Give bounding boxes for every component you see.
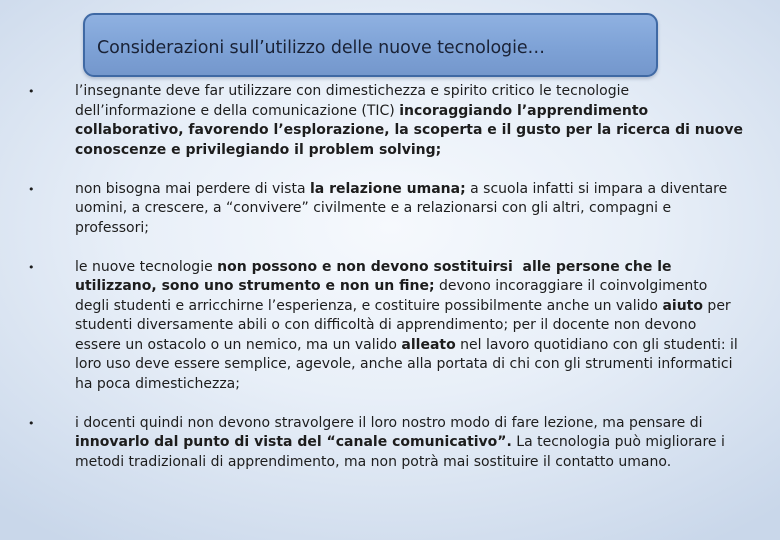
list-item-text [75, 82, 748, 160]
bullet-icon: • [28, 182, 35, 196]
text-segment: La tecnologia può migliorare i metodi tradizionali di apprendimento, ma non potrà mai sostituire il contatto umano. [75, 434, 730, 470]
text-segment: le nuove tecnologie [75, 258, 218, 275]
list-item [25, 258, 745, 395]
text-segment: nel lavoro quotidiano con gli studenti: il loro uso deve essere semplice, agevole, anche alla portata di chi con gli strumenti informatici ha poca dimestichezza; [75, 336, 743, 392]
bullet-icon: • [28, 260, 35, 274]
list-item-text [75, 414, 745, 473]
text-segment-bold: incoraggiando l’apprendimento collaborativo, favorendo l’esplorazione, la scoperta e il gusto per la ricerca di nuove conoscenze e privilegiando il problem solving; [75, 102, 748, 158]
text-segment: l’insegnante deve far utilizzare con dimestichezza e spirito critico le tecnologie dell’informazione e della comunicazione (TIC) [75, 83, 634, 119]
text-segment-bold: aiuto [662, 297, 703, 314]
text-segment-bold: la relazione umana; [309, 180, 466, 197]
text-segment: a scuola infatti si impara a diventare uomini, a crescere, a “convivere” civilmente e a relazionarsi con gli altri, compagni e professori; [75, 180, 732, 236]
text-segment: per studenti diversamente abili o con difficoltà di apprendimento; per il docente non devono essere un ostacolo o un nemico, ma un valido [75, 297, 736, 353]
list-item [25, 82, 748, 160]
title-box [83, 13, 658, 77]
bullet-list [25, 82, 748, 472]
text-segment-bold: alleato [401, 336, 456, 353]
text-segment: devono incoraggiare il coinvolgimento degli studenti e arricchirne l’esperienza, e costituire possibilmente anche un valido [75, 278, 712, 314]
bullet-icon: • [28, 416, 35, 430]
text-segment-bold: non possono e non devono sostituirsi alle persone che le utilizzano, sono uno strumento e non un fine; [75, 258, 677, 294]
bullet-icon: • [28, 85, 35, 98]
list-item-text [75, 258, 745, 395]
list-item [25, 414, 745, 473]
page-title: Considerazioni sull’utilizzo delle nuove tecnologie… [97, 38, 545, 58]
list-item [25, 180, 745, 239]
text-segment: i docenti quindi non devono stravolgere il loro nostro modo di fare lezione, ma pensare di [75, 414, 707, 431]
text-segment-bold: innovarlo dal punto di vista del “canale comunicativo”. [75, 434, 512, 450]
list-item-text [75, 180, 745, 239]
text-segment: non bisogna mai perdere di vista [75, 180, 310, 197]
